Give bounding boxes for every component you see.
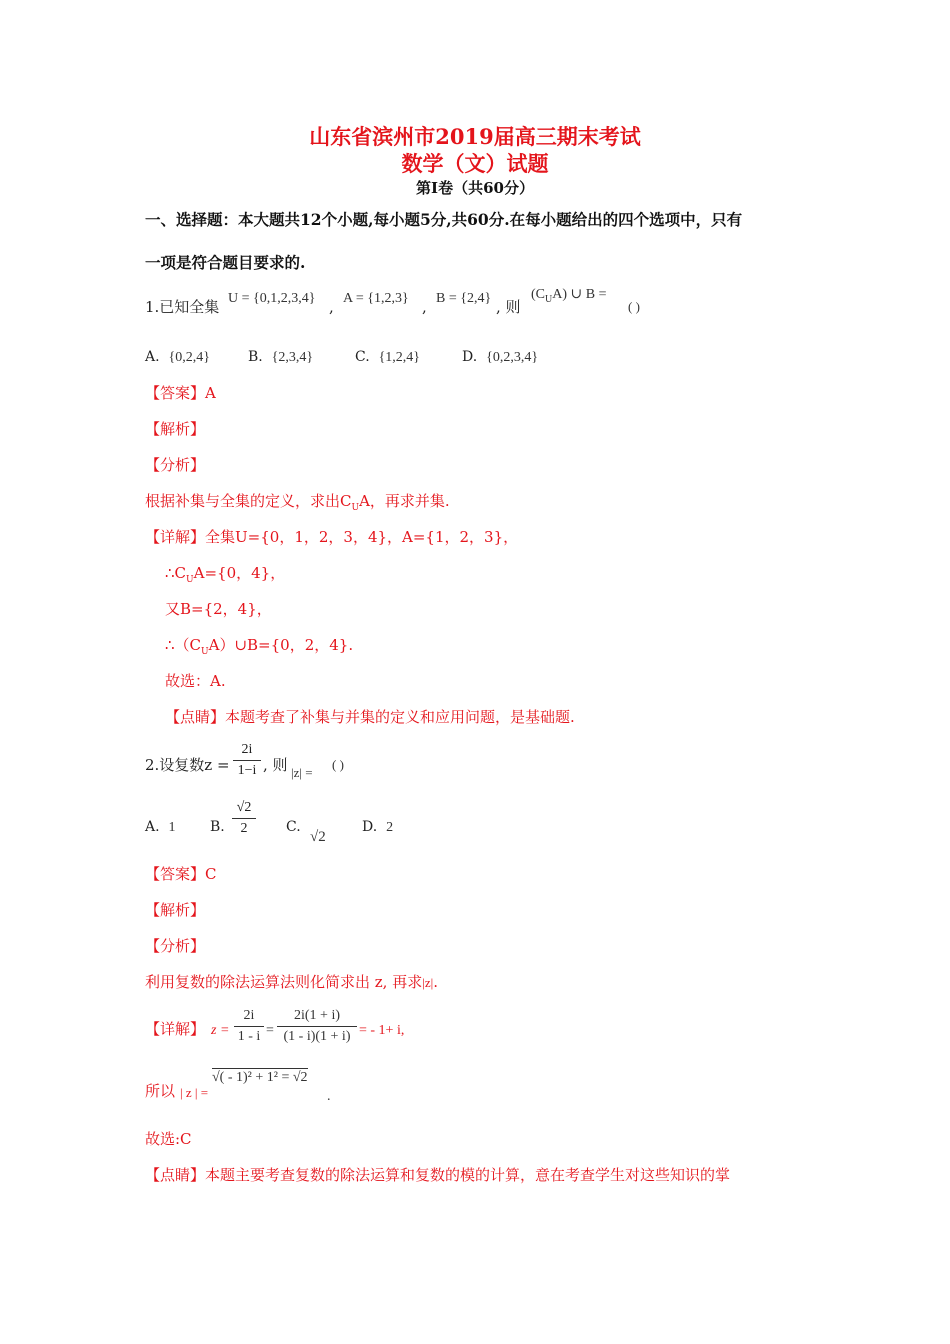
q2-option-b-fraction: √2 2 <box>232 800 256 837</box>
q2-abs-z: |z| = <box>291 765 313 780</box>
q1-detail-line2: $\therefore C_UA=\{0$，4}， <box>165 564 286 585</box>
q2-fenxi-text: 利用复数的除法运算法则化简求出 z, 再求|z|. <box>145 973 438 991</box>
q2-detail-result: = - 1+ i, <box>359 1023 405 1038</box>
q1-analysis-tag: 【解析】 <box>145 420 206 438</box>
q2-detail-tag: 【详解】 <box>145 1020 206 1038</box>
q2-option-b-label: B. <box>210 819 225 835</box>
q2-suoyi-expression: √( - 1)² + 1² = √2 <box>212 1070 308 1085</box>
volume-label: 第I卷（共60分） <box>416 179 534 197</box>
q2-option-c-label: C. <box>286 819 301 835</box>
q2-detail-fraction2: 2i(1 + i) (1 - i)(1 + i) <box>277 1008 357 1045</box>
q2-suoyi-end: . <box>327 1089 331 1104</box>
q2-suoyi-abs: | z | = <box>180 1085 209 1100</box>
q1-stem <box>145 300 219 315</box>
q1-answer-blank: ( ) <box>628 299 640 314</box>
q2-detail-z: z = <box>211 1023 230 1038</box>
q1-answer: 【答案】A <box>145 384 216 402</box>
q1-detail-line4: $\therefore(C_UA)\cup B=\{0$，2，4}. <box>165 636 354 657</box>
q1-option-c: C. {1,2,4} <box>355 349 421 365</box>
q1-comma1: , <box>329 298 334 316</box>
q1-detail-line1: 【详解】全集U={0，1，2，3，4}，A={1，2，3}， <box>145 528 519 546</box>
q2-suoyi-label: 所以 <box>145 1082 176 1100</box>
q2-detail-equals: = <box>266 1023 274 1038</box>
q2-fenxi-tag: 【分析】 <box>145 937 206 955</box>
q2-fraction: 2i 1−i <box>233 742 261 779</box>
q2-answer: 【答案】C <box>145 865 217 883</box>
q1-detail-line3: 又B={2，4}， <box>165 600 272 618</box>
q1-fenxi-tag: 【分析】 <box>145 456 206 474</box>
q2-dianjing: 【点睛】本题主要考查复数的除法运算和复数的模的计算，意在考查学生对这些知识的掌 <box>145 1166 731 1184</box>
q1-set-b: B = {2,4} <box>436 291 492 306</box>
q2-then: , 则 <box>263 756 288 774</box>
q1-detail-line5: 故选：A. <box>165 672 226 690</box>
q2-option-d: D. 2 <box>362 819 394 835</box>
q1-prefix: 1.已知全集 <box>145 298 220 316</box>
q1-comma2: , <box>422 298 427 316</box>
q2-guxuan: 故选:C <box>145 1130 192 1148</box>
q1-set-a: A = {1,2,3} <box>343 291 409 306</box>
q1-dianjing: 【点睛】本题考查了补集与并集的定义和应用问题，是基础题. <box>165 708 575 726</box>
q1-option-a: A. {0,2,4} <box>145 349 210 365</box>
document-title-line1: 山东省滨州市2019届高三期末考试 <box>309 124 641 149</box>
section-instructions-line2: 一项是符合题目要求的. <box>145 253 306 272</box>
q1-then: , 则 <box>496 298 521 316</box>
q2-option-a: A. 1 <box>145 819 176 835</box>
q2-option-c-value: √2 <box>310 829 326 845</box>
section-instructions-line1: 一、选择题：本大题共12个小题,每小题5分,共60分.在每小题给出的四个选项中，只有 <box>145 210 743 229</box>
q1-option-d: D. {0,2,3,4} <box>462 349 539 365</box>
document-title-line2: 数学（文）试题 <box>401 151 549 176</box>
q1-expression: $(C_UA)$ ∪ B = <box>531 287 607 305</box>
q2-prefix: 2.设复数z = <box>145 756 230 774</box>
q1-fenxi-text: 根据补集与全集的定义，求出$C_UA$，再求并集. <box>145 492 450 513</box>
q2-detail-fraction1: 2i 1 - i <box>234 1008 264 1045</box>
q1-option-b: B. {2,3,4} <box>248 349 314 365</box>
q1-set-u: U = {0,1,2,3,4} <box>228 291 316 306</box>
q2-analysis-tag: 【解析】 <box>145 901 206 919</box>
q2-answer-blank: ( ) <box>332 757 344 772</box>
